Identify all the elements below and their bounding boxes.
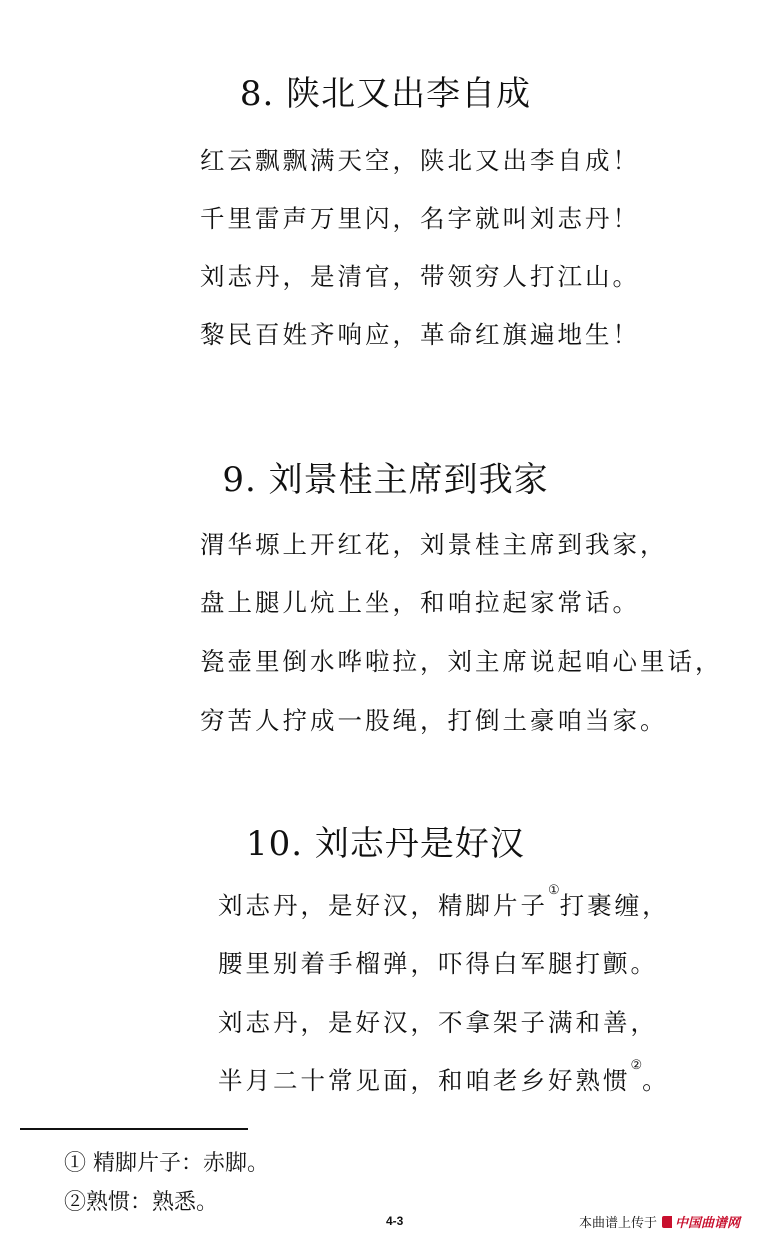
verse-line <box>218 1058 670 1097</box>
verse-line: 盘上腿儿炕上坐，和咱拉起家常话。 <box>200 588 640 617</box>
verse-text: 打裹缠， <box>559 891 670 920</box>
verse-line: 瓷壶里倒水哗啦拉，刘主席说起咱心里话， <box>200 647 723 676</box>
footnote-divider <box>20 1128 248 1130</box>
page-number: 4-3 <box>386 1214 404 1228</box>
site-name-link[interactable]: 中国曲谱网 <box>675 1215 741 1230</box>
verse-line: 刘志丹，是清官，带领穷人打江山。 <box>200 262 640 291</box>
verse-line <box>218 883 670 922</box>
verse-line: 刘志丹，是好汉，不拿架子满和善， <box>218 1008 658 1037</box>
footnote: ① 精脚片子：赤脚。 <box>64 1151 269 1176</box>
footnote-marker: ① <box>548 883 560 898</box>
footnote-marker: ② <box>630 1058 643 1073</box>
verse-line: 千里雷声万里闪，名字就叫刘志丹！ <box>200 204 640 233</box>
source-credit <box>579 1212 740 1231</box>
section-title: 10. 刘志丹是好汉 <box>246 824 525 864</box>
verse-line: 穷苦人拧成一股绳，打倒土豪咱当家。 <box>200 706 668 735</box>
credit-prefix: 本曲谱上传于 <box>579 1215 658 1230</box>
verse-line: 黎民百姓齐响应，革命红旗遍地生！ <box>200 320 640 349</box>
site-logo-icon <box>662 1216 672 1228</box>
verse-line: 腰里别着手榴弹，吓得白军腿打颤。 <box>218 949 658 978</box>
verse-text: 刘志丹，是好汉，精脚片子 <box>218 891 548 920</box>
section-title: 9. 刘景桂主席到我家 <box>222 460 549 500</box>
verse-line: 红云飘飘满天空，陕北又出李自成！ <box>200 146 640 175</box>
verse-text: 。 <box>642 1066 670 1095</box>
verse-text: 半月二十常见面，和咱老乡好熟惯 <box>218 1066 631 1095</box>
footnote: ②熟惯：熟悉。 <box>64 1190 219 1215</box>
section-title: 8. 陕北又出李自成 <box>239 74 532 114</box>
verse-line: 渭华塬上开红花，刘景桂主席到我家， <box>200 530 668 559</box>
